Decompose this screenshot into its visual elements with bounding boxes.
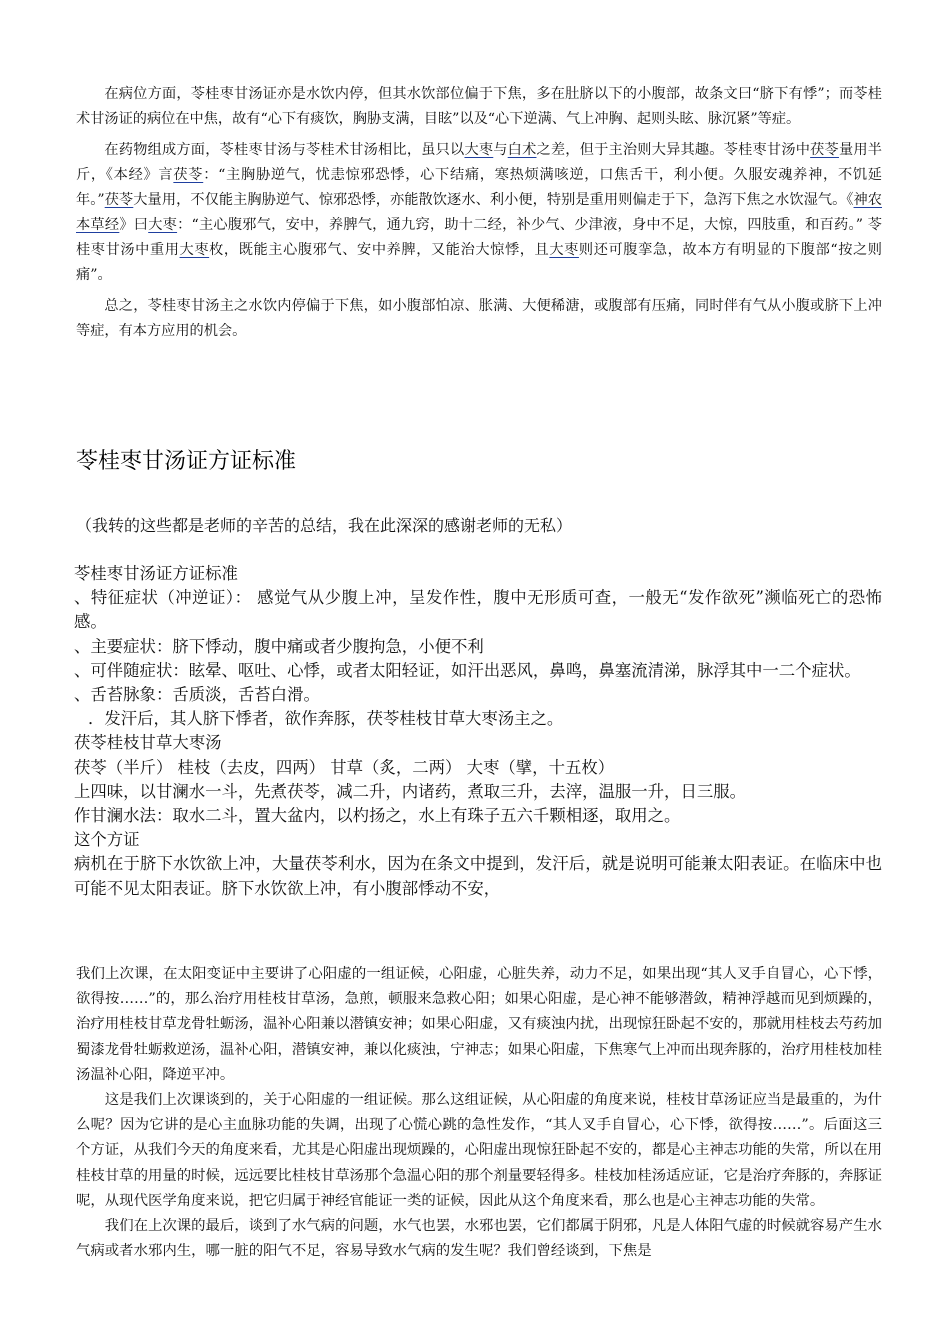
formula-standard-section [74,562,882,901]
thanks-note: （我转的这些都是老师的辛苦的总结，我在此深深的感谢老师的无私） [76,516,573,535]
formula-preparation: 上四味，以甘澜水一斗，先煮茯苓，减二升，内诸药，煮取三升，去滓，温服一升，日三服。 [74,781,747,801]
formula-ingredients: 茯苓（半斤） 桂枝（去皮，四两） 甘草（炙，二两） 大枣（擘，十五枚） [74,757,615,777]
paragraph-herb-composition [76,138,882,288]
standard-line-main: 、主要症状：脐下悸动，腹中痛或者少腹拘急，小便不利 [74,636,484,656]
herb-link-dazao[interactable]: 大枣 [148,217,178,233]
lecture-section [76,962,882,1264]
text-run: 则还可腹挛急，故本方有明显的下腹部“按之则痛”。 [76,242,882,283]
standard-line-feature: 、特征症状（冲逆证）： 感觉气从少腹上冲，呈发作性，腹中无形质可查，一般无“发作欲死”濒临死亡的恐怖感。 [74,588,882,632]
text-run: 量用半斤，《本经》言 [76,142,882,183]
section-heading: 苓桂枣甘汤证方证标准 [76,449,297,474]
herb-link-fuling[interactable]: 茯苓 [173,167,204,183]
text-run: 枚，既能主心腹邪气、安中养脾，又能治大惊悸，且 [209,242,550,258]
ganlan-water-method: 作甘澜水法：取水二斗，置大盆内，以杓扬之，水上有珠子五六千颗相逐，取用之。 [74,806,681,826]
standard-line-clause: ．发汗后，其人脐下悸者，欲作奔豚，茯苓桂枝甘草大枣汤主之。 [88,709,564,729]
pathogenesis-text: 病机在于脐下水饮欲上冲，大量茯苓利水，因为在条文中提到，发汗后，就是说明可能兼太阳表证。在临床中也可能不见太阳表证。脐下水饮欲上冲，有小腹部悸动不安， [74,854,882,898]
herb-link-dazao[interactable]: 大枣 [179,242,210,258]
lecture-paragraph-2: 这是我们上次课谈到的，关于心阳虚的一组证候。那么这组证候，从心阳虚的角度来说，桂枝甘草汤证应当是最重的，为什么呢？因为它讲的是心主血脉功能的失调，出现了心慌心跳的急性发作，“其人叉手自冒心，心下悸，欲得按……”。后面这三个方证，从我们今天的角度来看，尤其是心阳虚出现烦躁的，心阳虚出现惊狂卧起不安的，都是心主神志功能的失常，所以在用桂枝甘草的用量的时候，远远要比桂枝甘草汤那个急温心阳的那个剂量要轻得多。桂枝加桂汤适应证，它是治疗奔豚的，奔豚证呢，从现代医学角度来说，把它归属于神经官能证一类的证候，因此从这个角度来看，那么也是心主神志功能的失常。 [76,1092,882,1209]
standard-line-accompany: 、可伴随症状：眩晕、呕吐、心悸，或者太阳轻证，如汗出恶风，鼻鸣，鼻塞流清涕，脉浮其中一二个症状。 [74,660,861,680]
herb-link-baizhu[interactable]: 白术 [507,142,537,158]
lecture-paragraph-1: 我们上次课，在太阳变证中主要讲了心阳虚的一组证候，心阳虚，心脏失养，动力不足，如果出现“其人叉手自冒心，心下悸，欲得按……”的，那么治疗用桂枝甘草汤，急煎，顿服来急救心阳；如果心阳虚，是心神不能够潜敛，精神浮越而见到烦躁的，治疗用桂枝甘草龙骨牡蛎汤，温补心阳兼以潜镇安神；如果心阳虚，又有痰浊内扰，出现惊狂卧起不安的，那就用桂枝去芍药加蜀漆龙骨牡蛎救逆汤，温补心阳，潜镇安神，兼以化痰浊，宁神志；如果心阳虚，下焦寒气上冲而出现奔豚的，治疗用桂枝加桂汤温补心阳，降逆平冲。 [76,966,882,1083]
paragraph-summary: 总之，苓桂枣甘汤主之水饮内停偏于下焦，如小腹部怕凉、胀满、大便稀溏，或腹部有压痛，同时伴有气从小腹或脐下上冲等症，有本方应用的机会。 [76,298,882,339]
paragraph-disease-location: 在病位方面，苓桂枣甘汤证亦是水饮内停，但其水饮部位偏于下焦，多在肚脐以下的小腹部，故条文曰“脐下有悸”；而苓桂术甘汤证的病位在中焦，故有“心下有痰饮，胸胁支满，目眩”以及“心下逆满、气上冲胸、起则头眩、脉沉紧”等症。 [76,86,882,127]
text-run: 》曰 [119,217,149,233]
formula-pattern-label: 这个方证 [74,830,140,850]
herb-link-dazao[interactable]: 大枣 [549,242,579,258]
lecture-paragraph-3: 我们在上次课的最后，谈到了水气病的问题，水气也罢，水邪也罢，它们都属于阴邪，凡是人体阳气虚的时候就容易产生水气病或者水邪内生，哪一脏的阳气不足，容易导致水气病的发生呢？我们曾经谈到，下焦是 [76,1218,882,1260]
herb-link-fuling[interactable]: 茯苓 [810,142,839,158]
text-run: ：“主心腹邪气，安中，养脾气，通九窍，助十二经，补少气、少津液，身中不足，大惊，四肢重，和百药。” 苓桂枣甘汤中重用 [76,217,882,258]
herb-link-fuling[interactable]: 茯苓 [104,192,134,208]
standard-line-tongue: 、舌苔脉象：舌质淡，舌苔白滑。 [74,685,320,705]
text-run: 大量用，不仅能主胸胁逆气、惊邪恐悸，亦能散饮逐水、利小便，特别是重用则偏走于下，急泻下焦之水饮湿气。《 [133,192,854,208]
text-run: 之差，但于主治则大异其趣。苓桂枣甘汤中 [536,142,811,158]
book-link-shennong[interactable]: 神农本草经 [76,192,882,233]
herb-link-dazao[interactable]: 大枣 [464,142,494,158]
text-run: ：“主胸胁逆气，忧恚惊邪恐悸，心下结痛，寒热烦满咳逆，口焦舌干，利小便。久服安魂养神，不饥延年。” [76,167,882,208]
commentary-section [76,82,882,350]
standard-title-line: 苓桂枣甘汤证方证标准 [74,564,238,583]
text-run: 在药物组成方面，苓桂枣甘汤与苓桂术甘汤相比，虽只以 [104,142,465,158]
text-run: 与 [493,142,508,158]
formula-name: 茯苓桂枝甘草大枣汤 [74,733,222,753]
